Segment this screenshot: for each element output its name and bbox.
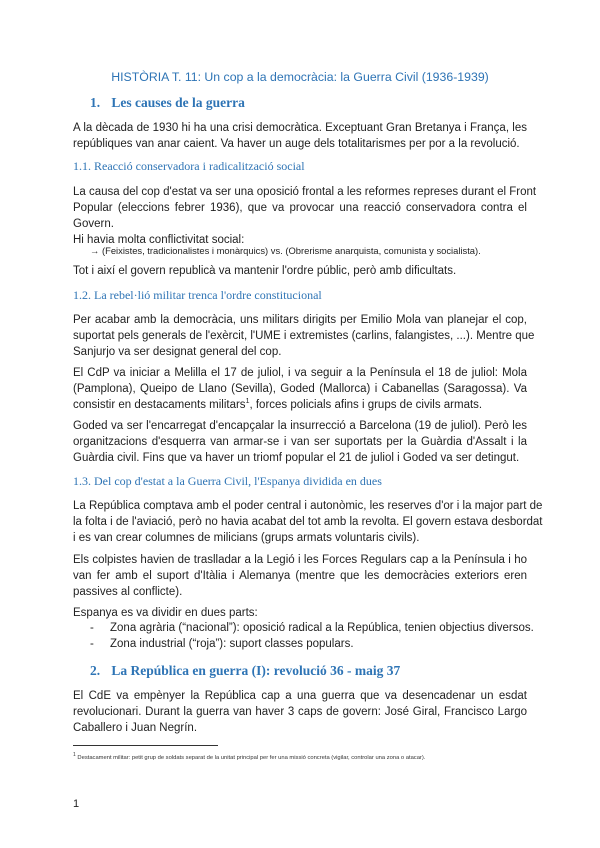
- text-line: Caballero i Juan Negrín.: [73, 722, 198, 734]
- bullet-dash: -: [90, 622, 94, 634]
- text-line: [73, 397, 527, 413]
- list-item-text: Zona agrària (“nacional”): oposició radical a la República, tenien objectius diversos.: [110, 622, 534, 634]
- list-item: [90, 638, 354, 650]
- text-line: Sanjurjo va ser designat general del cop.: [73, 346, 282, 358]
- section-1-intro: [73, 120, 527, 152]
- text-line: A la dècada de 1930 hi ha una crisi democràtica. Exceptuant Gran Bretanya i França, les: [73, 122, 527, 134]
- text-line: El CdE va empènyer la República cap a una guerra que va desencadenar un esdat: [73, 690, 527, 702]
- text-fragment: consistir en destacaments militars: [73, 399, 246, 411]
- text-line: Popular (eleccions febrer 1936), que va provocar una reacció conservadora contra el: [73, 202, 527, 214]
- text-line: van fer amb el suport d'Itàlia i Alemanya (mentre que les democràcies exteriors eren: [73, 570, 527, 582]
- text-line: El CdP va iniciar a Melilla el 17 de juliol, i va seguir a la Península el 18 de juliol: Mola: [73, 367, 527, 379]
- text-line: la folta i de l'aviació, però no havia acabat del tot amb la revolta. El govern estava desbordat: [73, 516, 543, 528]
- text-line: La República comptava amb el poder central i autonòmic, les reserves d'or i la major part de: [73, 500, 543, 512]
- section-1-3-paragraph-3: [73, 605, 527, 621]
- footnote: [73, 752, 425, 761]
- text-line: Guàrdia civil. Fins que va haver un triomf popular el 21 de juliol i Goded va ser detingut.: [73, 452, 520, 464]
- arrow-comparison: → (Feixistes, tradicionalistes i monàrquics) vs. (Obrerisme anarquista, comunista y socialista).: [90, 245, 481, 256]
- list-item-text: Zona industrial (“roja”): suport classes populars.: [110, 638, 354, 650]
- text-line: i es van crear columnes de milicians (grups armats voluntaris civils).: [73, 532, 420, 544]
- section-1-2-paragraph-1: [73, 312, 535, 360]
- footnote-divider: [73, 745, 218, 746]
- section-1-3-heading: 1.3. Del cop d'estat a la Guerra Civil, l'Espanya dividida en dues: [73, 474, 382, 488]
- section-1-1-heading: 1.1. Reacció conservadora i radicalització social: [73, 159, 305, 173]
- section-2-heading: [90, 663, 400, 679]
- footnote-marker: 1: [73, 752, 76, 758]
- section-1-2-paragraph-2: [73, 365, 527, 413]
- section-1-1-paragraph-1: [73, 184, 537, 248]
- section-2-paragraph-1: [73, 688, 527, 736]
- text-fragment: , forces policials afins i grups de civils armats.: [249, 399, 483, 411]
- section-1-2-paragraph-3: [73, 418, 527, 466]
- text-line: (Pamplona), Queipo de Llano (Sevilla), Goded (Mallorca) i Cabanellas (Saragossa). Va: [73, 383, 527, 395]
- text-line: Els colpistes havien de traslladar a la Legió i les Forces Regulars cap a la Península i ho: [73, 554, 527, 566]
- section-2-number: 2.: [90, 663, 101, 678]
- footnote-reference[interactable]: 1: [245, 398, 250, 406]
- text-line: Tot i així el govern republicà va mantenir l'ordre públic, però amb dificultats.: [73, 265, 457, 277]
- section-1-2-heading: 1.2. La rebel·lió militar trenca l'ordre constitucional: [73, 288, 322, 302]
- text-line: suportat pels generals de l'exèrcit, l'UME i extremistes (carlins, falangistes, ...). Mentre que: [73, 330, 535, 342]
- section-1-3-paragraph-1: [73, 498, 543, 546]
- section-1-3-paragraph-2: [73, 552, 527, 600]
- document-title: HISTÒRIA T. 11: Un cop a la democràcia: la Guerra Civil (1936-1939): [111, 70, 489, 84]
- text-line: Per acabar amb la democràcia, uns militars dirigits per Emilio Mola van planejar el cop,: [73, 314, 527, 326]
- section-2-title: La República en guerra (I): revolució 36 - maig 37: [111, 663, 401, 678]
- section-1-title: Les causes de la guerra: [111, 95, 245, 110]
- text-line: organitzacions d'esquerra van armar-se i van ser suportats per la Guàrdia d'Assalt i la: [73, 436, 527, 448]
- footnote-text: Destacament militar: petit grup de soldats separat de la unitat principal per fer una missió concreta (vigilar, controlar una zona o atacar).: [77, 754, 426, 761]
- bullet-dash: -: [90, 638, 94, 650]
- section-1-heading: [90, 95, 245, 111]
- section-1-number: 1.: [90, 95, 101, 110]
- section-1-1-paragraph-3: [73, 263, 527, 279]
- page-number: 1: [73, 798, 80, 810]
- text-line: revolucionari. Durant la guerra van haver 3 caps de govern: José Giral, Francisco Largo: [73, 706, 527, 718]
- text-line: Govern.: [73, 218, 114, 230]
- text-line: Goded va ser l'encarregat d'encapçalar la insurrecció a Barcelona (19 de juliol). Però les: [73, 420, 527, 432]
- text-line: repúbliques van anar caient. Va haver un auge dels totalitarismes per por a la revolució.: [73, 138, 520, 150]
- text-line: La causa del cop d'estat va ser una oposició frontal a les reformes represes durant el Front: [73, 186, 537, 198]
- list-item: [90, 622, 534, 634]
- text-line: Hi havia molta conflictivitat social:: [73, 234, 245, 246]
- text-line: passives al conflicte).: [73, 586, 183, 598]
- text-line: Espanya es va dividir en dues parts:: [73, 607, 258, 619]
